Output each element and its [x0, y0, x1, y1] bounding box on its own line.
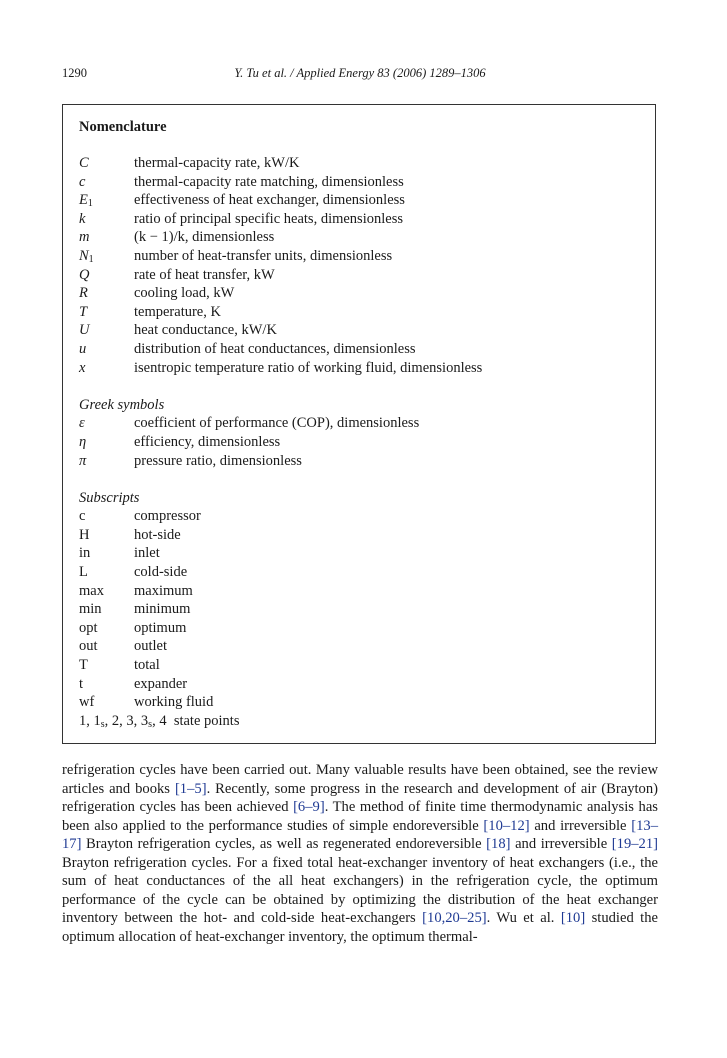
nomenclature-row: [79, 340, 645, 359]
nomenclature-row: [79, 359, 645, 378]
symbol: [79, 247, 134, 266]
definition: number of heat-transfer units, dimensionless: [134, 247, 393, 264]
symbol: in: [79, 545, 91, 562]
state-points-subscript: s: [148, 718, 153, 730]
definition: working fluid: [134, 694, 214, 711]
definition: heat conductance, kW/K: [134, 322, 277, 339]
page-number: 1290: [62, 66, 87, 80]
nomenclature-row: [79, 228, 645, 247]
nomenclature-row: [79, 452, 645, 471]
definition: minimum: [134, 601, 191, 618]
definition: effectiveness of heat exchanger, dimensionless: [134, 192, 405, 209]
symbol: opt: [79, 619, 98, 636]
definition: hot-side: [134, 526, 181, 543]
symbol: [79, 359, 134, 378]
nomenclature-row: [79, 154, 645, 173]
nomenclature-row: [79, 173, 645, 192]
symbol-subscript: 1: [87, 198, 93, 210]
citation-reference[interactable]: [10,20–25]: [422, 910, 487, 927]
symbol-letter: C: [79, 155, 89, 171]
nomenclature-row: [79, 619, 645, 638]
body-paragraph: [62, 761, 658, 946]
symbol: H: [79, 526, 90, 543]
citation-reference[interactable]: [13–17]: [62, 817, 659, 853]
definition: cold-side: [134, 564, 188, 581]
subscripts-heading: Subscripts: [79, 489, 140, 506]
symbol: wf: [79, 694, 95, 711]
nomenclature-row: [79, 433, 645, 452]
nomenclature-row: [79, 582, 645, 601]
symbol-letter: x: [79, 359, 86, 376]
body-text-segment: . Wu et al.: [486, 910, 561, 927]
nomenclature-row: [79, 600, 645, 619]
state-points-row: [79, 712, 645, 731]
symbol-letter: U: [79, 322, 90, 339]
symbol: [79, 266, 134, 285]
symbol: [79, 173, 134, 192]
definition: ratio of principal specific heats, dimensionless: [134, 210, 403, 227]
symbol: min: [79, 601, 102, 618]
definition: distribution of heat conductances, dimensionless: [134, 340, 416, 357]
symbol: [79, 228, 134, 247]
symbol-letter: u: [79, 340, 87, 357]
symbol: [79, 284, 134, 303]
nomenclature-row: [79, 191, 645, 210]
symbol: [79, 154, 134, 173]
definition: (k − 1)/k, dimensionless: [134, 229, 275, 246]
nomenclature-row: [79, 210, 645, 229]
definition: isentropic temperature ratio of working fluid, dimensionless: [134, 359, 483, 376]
definition: cooling load, kW: [134, 285, 235, 302]
citation-reference[interactable]: [18]: [486, 836, 511, 853]
symbol: [79, 340, 134, 359]
nomenclature-row: [79, 693, 645, 712]
body-text-segment: . Recently, some progress in the research and development of air (Brayton) refrigeration cycles has been achieved: [62, 780, 658, 816]
spacer: [79, 470, 645, 489]
symbol: [79, 321, 134, 340]
nomenclature-list: [79, 154, 645, 730]
symbol-letter: k: [79, 210, 86, 227]
nomenclature-row: [79, 637, 645, 656]
greek-symbols-heading: Greek symbols: [79, 396, 165, 413]
citation-reference[interactable]: [10–12]: [483, 817, 530, 834]
nomenclature-row: [79, 675, 645, 694]
spacer: [79, 377, 645, 396]
definition: outlet: [134, 638, 168, 655]
definition: maximum: [134, 582, 193, 599]
nomenclature-row: [79, 321, 645, 340]
nomenclature-row: [79, 303, 645, 322]
body-text-segment: Brayton refrigeration cycles. For a fixed total heat-exchanger inventory of heat exchangers (i.e., the sum of heat conductances of the all heat exchangers) in the refrigeration cycle, the optimum performance of the cycle can be obtained by optimizing the distribution of the heat exchanger inventory between the hot- and cold-side heat-exchangers: [62, 854, 658, 927]
nomenclature-row: [79, 563, 645, 582]
body-text-segment: and irreversible: [510, 836, 612, 853]
definition: optimum: [134, 619, 187, 636]
symbol-letter: N: [79, 247, 89, 264]
body-text-segment: refrigeration cycles have been carried out. Many valuable results have been obtained, see the review articles and books: [62, 762, 658, 797]
nomenclature-row: [79, 266, 645, 285]
symbol-letter: Q: [79, 266, 90, 283]
nomenclature-row: [79, 247, 645, 266]
citation-reference[interactable]: [19–21]: [611, 836, 658, 853]
symbol: out: [79, 638, 98, 655]
state-points-part: , 2, 3, 3: [104, 712, 149, 729]
definition: efficiency, dimensionless: [134, 433, 281, 450]
body-text-segment: studied the optimum allocation of heat-exchanger inventory, the optimum thermal-: [62, 910, 658, 945]
symbol: L: [79, 564, 88, 581]
definition: thermal-capacity rate, kW/K: [134, 155, 300, 171]
nomenclature-row: [79, 414, 645, 433]
symbol-letter: c: [79, 173, 86, 190]
state-points-label: state points: [173, 712, 240, 729]
symbol: [79, 191, 134, 210]
symbol: T: [79, 657, 88, 674]
nomenclature-row: [79, 507, 645, 526]
symbol: π: [79, 452, 87, 469]
body-text-segment: and irreversible: [529, 817, 632, 834]
definition: expander: [134, 675, 188, 692]
nomenclature-row: [79, 284, 645, 303]
definition: inlet: [134, 545, 160, 562]
definition: thermal-capacity rate matching, dimensionless: [134, 173, 404, 190]
symbol-letter: T: [79, 303, 88, 320]
definition: rate of heat transfer, kW: [134, 266, 275, 283]
symbol: max: [79, 582, 104, 599]
body-text-segment: . The method of finite time thermodynamic analysis has been also applied to the performance studies of simple endoreversible: [62, 799, 658, 834]
symbol: t: [79, 675, 84, 692]
definition: temperature, K: [134, 303, 221, 320]
symbol-letter: R: [79, 285, 88, 302]
nomenclature-row: [79, 544, 645, 563]
page-header: [62, 66, 658, 84]
definition: total: [134, 657, 160, 674]
body-text-segment: Brayton refrigeration cycles, as well as regenerated endoreversible: [81, 836, 487, 853]
symbol-letter: m: [79, 229, 90, 246]
definition: pressure ratio, dimensionless: [134, 452, 302, 469]
symbol: [79, 210, 134, 229]
definition: compressor: [134, 508, 201, 525]
citation-reference[interactable]: [1–5]: [174, 780, 207, 797]
citation-reference[interactable]: [10]: [560, 910, 586, 927]
nomenclature-row: [79, 656, 645, 675]
symbol-letter: E: [79, 192, 88, 209]
symbol: ε: [79, 415, 85, 432]
nomenclature-title: Nomenclature: [79, 119, 167, 135]
symbol: c: [79, 508, 86, 525]
state-points-part: 1, 1: [79, 712, 101, 729]
state-points-part: , 4: [152, 712, 167, 729]
symbol: η: [79, 433, 87, 450]
nomenclature-row: [79, 526, 645, 545]
running-head: Y. Tu et al. / Applied Energy 83 (2006) 1289–1306: [234, 66, 486, 80]
symbol-subscript: 1: [88, 253, 94, 265]
state-points-subscript: s: [100, 718, 105, 730]
symbol: [79, 303, 134, 322]
nomenclature-box: [62, 104, 656, 744]
definition: coefficient of performance (COP), dimensionless: [134, 415, 420, 432]
citation-reference[interactable]: [6–9]: [293, 799, 325, 816]
